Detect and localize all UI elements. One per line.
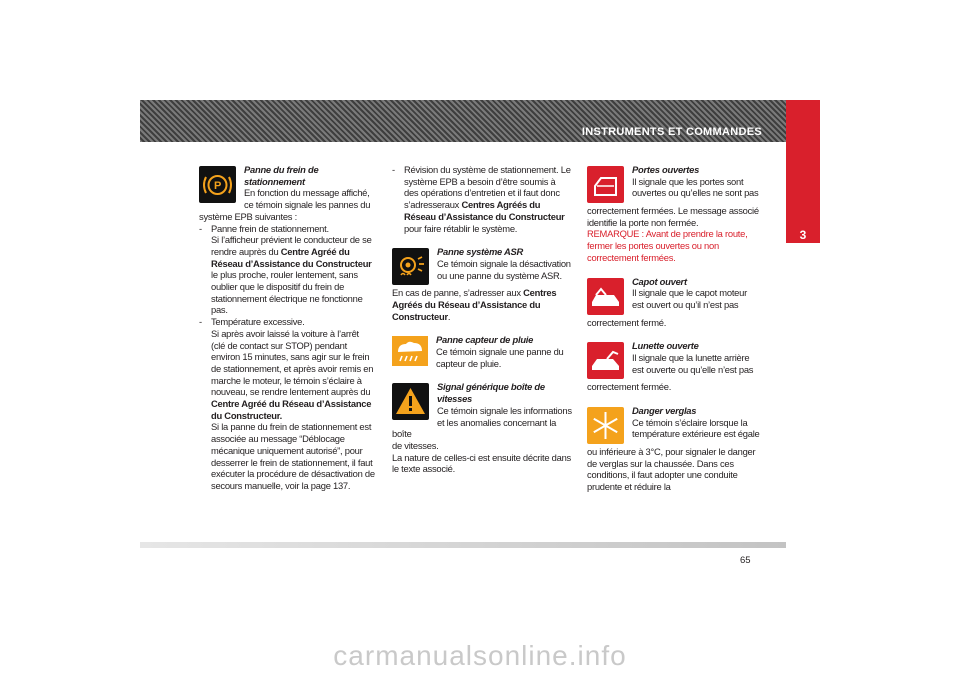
section-ice <box>587 405 765 493</box>
heading-rear-window: Lunette ouverte <box>632 340 699 352</box>
heading-gearbox: Signal générique boîte de vitesses <box>437 381 545 405</box>
text-line: En cas de panne, s’adresser aux <box>392 287 524 299</box>
text-line: capteur de pluie. <box>436 357 502 369</box>
list-item: - Température excessive. Si après avoir laissé la voiture à l’arrêt (clé de contact sur STOP) pendant environ 15 minutes, sans agir sur le frein de stationnement, et après avoir remis en marche le moteur, le témoin s’éclaire à nouveau, se rendre lentement auprès du Centre Agréé du Réseau d’Assistance du Constructeur. Si la panne du frein de stationnement est associée au message “Déblocage mécanique uniquement autorisé”, pour desserrer le frein de stationnement, il faut exécuter la procédure de désactivation de secours manuelle, voir la page 137. <box>199 316 375 491</box>
heading-doors: Portes ouvertes <box>632 164 700 175</box>
asr-traction-control-icon <box>392 248 429 285</box>
text-line: ouvertes ou qu’elles ne sont pas <box>632 187 759 199</box>
ice-warning-icon <box>587 407 624 444</box>
text-line: est ouverte ou qu’elle n’est pas <box>632 363 754 375</box>
list-item: - Panne frein de stationnement. Si l’afficheur prévient le conducteur de se rendre auprès du Centre Agréé du Réseau d’Assistance du Constructeur le plus proche, rouler lentement, sans oublier que le dispositif du frein de stationnement électrique ne fonctionne pas. <box>199 222 372 316</box>
heading-rain-sensor: Panne capteur de pluie <box>436 334 534 346</box>
bold-reference: Centres Agréés du Réseau d’Assistance du Constructeur <box>404 199 565 222</box>
text-line: Il signale que les portes sont <box>632 175 744 187</box>
chapter-number: 3 <box>799 228 807 242</box>
rain-sensor-icon <box>392 336 428 366</box>
bullet-text: Température excessive. <box>211 316 305 328</box>
bullet-text: Révision du système de stationnement. Le système EPB a besoin d’être soumis à des opérations d’entretien et il faut donc s’adresseraux <box>404 164 571 211</box>
text-line: ce témoin signale les pannes du <box>244 199 371 211</box>
section-title: INSTRUMENTS ET COMMANDES <box>581 126 762 138</box>
text-line: Il signale que le capot moteur <box>632 287 747 299</box>
text-line: Ce témoin s’éclaire lorsque la <box>632 416 748 428</box>
text-line: est ouvert ou qu’il n’est pas <box>632 298 739 310</box>
bullet-text: pour faire rétablir le système. <box>404 222 518 234</box>
text-line: et les anomalies concernant la boîte <box>392 416 557 440</box>
watermark-text: carmanualsonline.info <box>333 640 627 671</box>
heading-parking-brake: Panne du frein de stationnement <box>244 164 319 187</box>
warning-triangle-icon <box>392 383 429 420</box>
heading-asr: Panne système ASR <box>437 246 524 258</box>
rear-window-open-icon <box>587 342 624 379</box>
list-item: - Révision du système de stationnement. Le système EPB a besoin d’être soumis à des opérations d’entretien et il faut donc s’adresseraux Centres Agréés du Réseau d’Assistance du Constructeur pour faire rétablir le système. <box>392 164 571 234</box>
bold-reference: Centre Agréé du Réseau d’Assistance du Constructeur <box>211 245 372 269</box>
text-line: de vitesses. <box>392 439 439 451</box>
door-open-icon <box>587 166 624 203</box>
column-2 <box>392 164 572 475</box>
text-line: système EPB suivantes : <box>199 210 297 222</box>
text-line: correctement fermée. <box>587 381 672 393</box>
bullet-text: Si l’afficheur prévient le conducteur de se rendre auprès du <box>211 234 372 257</box>
bullet-text: Si après avoir laissé la voiture à l’arrêt (clé de contact sur STOP) pendant environ 15 minutes, sans agir sur le frein de stationnement, et après avoir remis en marche le moteur, le témoin s’éclaire à nouveau, se rendre lentement auprès du <box>211 327 374 398</box>
section-rear-window <box>587 340 765 393</box>
text-line: ou une panne du système ASR. <box>437 269 562 281</box>
section-rain-sensor <box>392 334 572 369</box>
text-line: Ce témoin signale une panne du <box>436 346 564 358</box>
bold-reference: Centres Agréés du Réseau d’Assistance du Constructeur <box>392 287 557 322</box>
text-line: correctement fermé. <box>587 316 667 328</box>
remark-text: REMARQUE : Avant de prendre la route, fermer les portes ouvertes ou non correctement fermées. <box>587 228 748 263</box>
bullet-text: Panne frein de stationnement. <box>211 222 329 234</box>
svg-text:P: P <box>213 180 222 192</box>
text-line: Ce témoin signale la désactivation <box>437 257 571 269</box>
page-number: 65 <box>740 555 751 566</box>
heading-hood: Capot ouvert <box>632 275 687 287</box>
text-line: Ce témoin signale les informations <box>437 404 572 416</box>
text-line: En fonction du message affiché, <box>244 187 370 199</box>
section-gearbox <box>392 381 572 475</box>
text-line: ou inférieure à 3°C, pour signaler le danger de verglas sur la chaussée. Dans ces conditions, il faut adopter une conduite prudente et réduire la <box>587 445 756 493</box>
bold-reference: Centre Agréé du Réseau d’Assistance du Constructeur. <box>211 398 372 421</box>
heading-ice: Danger verglas <box>632 404 697 416</box>
text-line: La nature de celles-ci est ensuite décrite dans le texte associé. <box>392 451 571 475</box>
bullet-text: le plus proche, rouler lentement, sans oublier que le dispositif du frein de stationnement électrique ne fonctionne pas. <box>211 269 363 316</box>
chapter-tab <box>786 100 820 243</box>
section-asr <box>392 246 572 322</box>
bullet-text: Si la panne du frein de stationnement est associée au message “Déblocage mécanique uniquement autorisé”, pour desserrer le frein de stationnement, il faut exécuter la procédure de désactivation de secours manuelle, voir la page 137. <box>211 421 375 491</box>
column-1 <box>199 164 375 492</box>
header-band <box>140 100 786 142</box>
text-line: . <box>447 310 451 322</box>
text-line: température extérieure est égale <box>632 428 760 440</box>
section-doors <box>587 164 765 264</box>
text-line: correctement fermées. Le message associé identifie la porte non fermée. <box>587 205 759 228</box>
hood-open-icon <box>587 278 624 315</box>
section-hood <box>587 276 765 329</box>
parking-brake-fault-icon <box>199 166 236 203</box>
footer-band <box>140 542 786 548</box>
column-3 <box>587 164 765 493</box>
text-line: Il signale que la lunette arrière <box>632 351 750 363</box>
